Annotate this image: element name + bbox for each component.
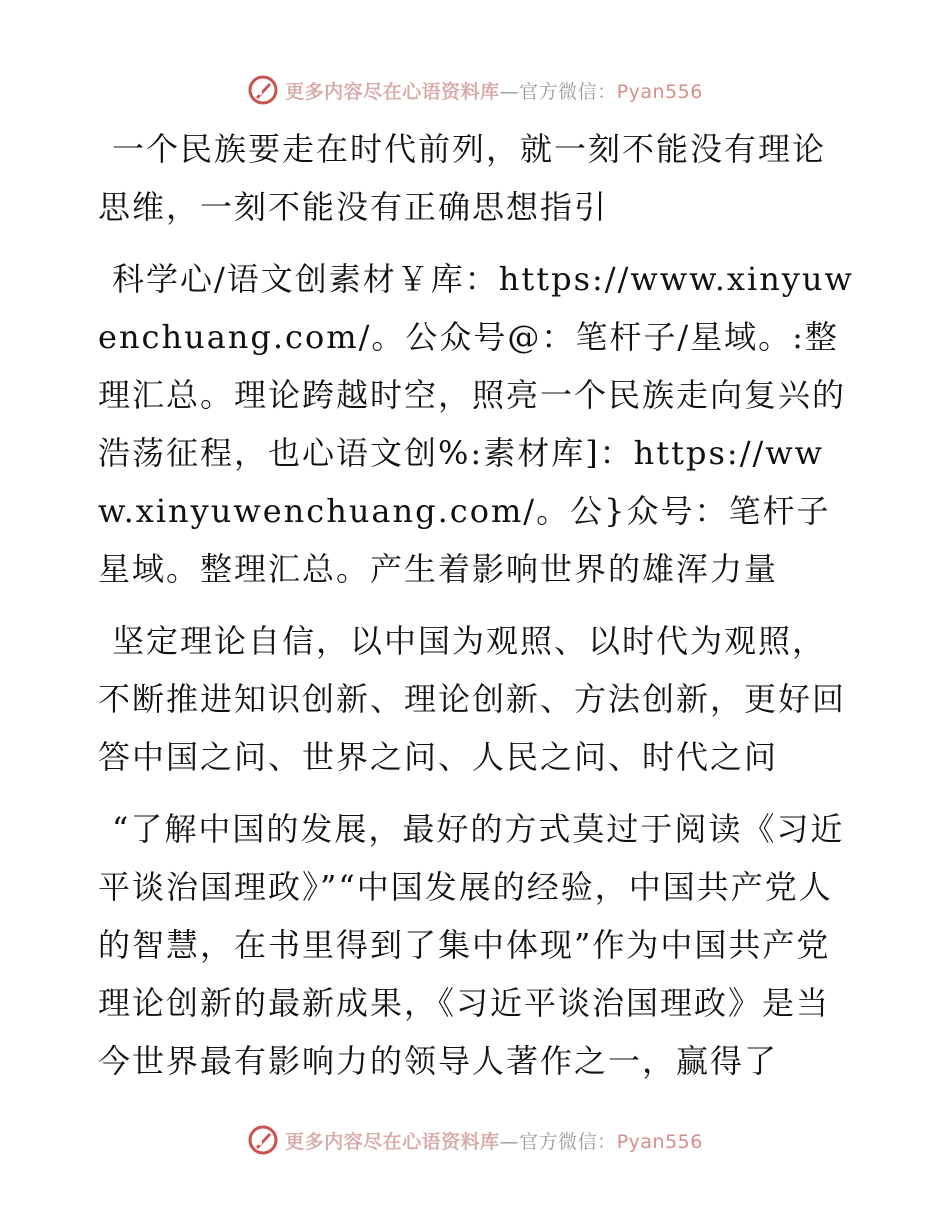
document-body	[98, 120, 858, 1090]
watermark-wechat-id: Pyan556	[616, 80, 703, 103]
watermark-wechat-label: 官方微信：	[519, 1130, 617, 1153]
watermark-wechat-id: Pyan556	[616, 1130, 703, 1153]
quill-logo-icon	[247, 74, 279, 106]
watermark-wechat-label: 官方微信：	[519, 80, 617, 103]
watermark-separator: —	[499, 80, 520, 103]
quill-logo-icon	[247, 1124, 279, 1156]
header-watermark	[0, 70, 950, 110]
watermark-text	[285, 1127, 703, 1154]
paragraph-1: 一个民族要走在时代前列，就一刻不能没有理论思维，一刻不能没有正确思想指引	[98, 130, 827, 226]
paragraph-3: 坚定理论自信，以中国为观照、以时代为观照，不断推进知识创新、理论创新、方法创新，更好回答中国之问、世界之问、人民之问、时代之问	[98, 622, 847, 776]
paragraph-2: 科学心/语文创素材￥库：https://www.xinyuwenchuang.com/。公众号@：笔杆子/星域。:整理汇总。理论跨越时空，照亮一个民族走向复兴的浩荡征程，也心语文创%:素材库]：https://www.xinyuwenchuang.com/。公}众号：笔杆子星域。整理汇总。产生着影响世界的雄浑力量	[98, 260, 854, 588]
paragraph-4: “了解中国的发展，最好的方式莫过于阅读《习近平谈治国理政》”“中国发展的经验，中国共产党人的智慧，在书里得到了集中体现”作为中国共产党理论创新的最新成果，《习近平谈治国理政》是当今世界最有影响力的领导人著作之一，赢得了	[98, 810, 845, 1080]
footer-watermark	[0, 1120, 950, 1160]
watermark-text	[285, 77, 703, 104]
watermark-separator: —	[499, 1130, 520, 1153]
watermark-brand: 更多内容尽在心语资料库	[285, 1130, 500, 1153]
watermark-brand: 更多内容尽在心语资料库	[285, 80, 500, 103]
